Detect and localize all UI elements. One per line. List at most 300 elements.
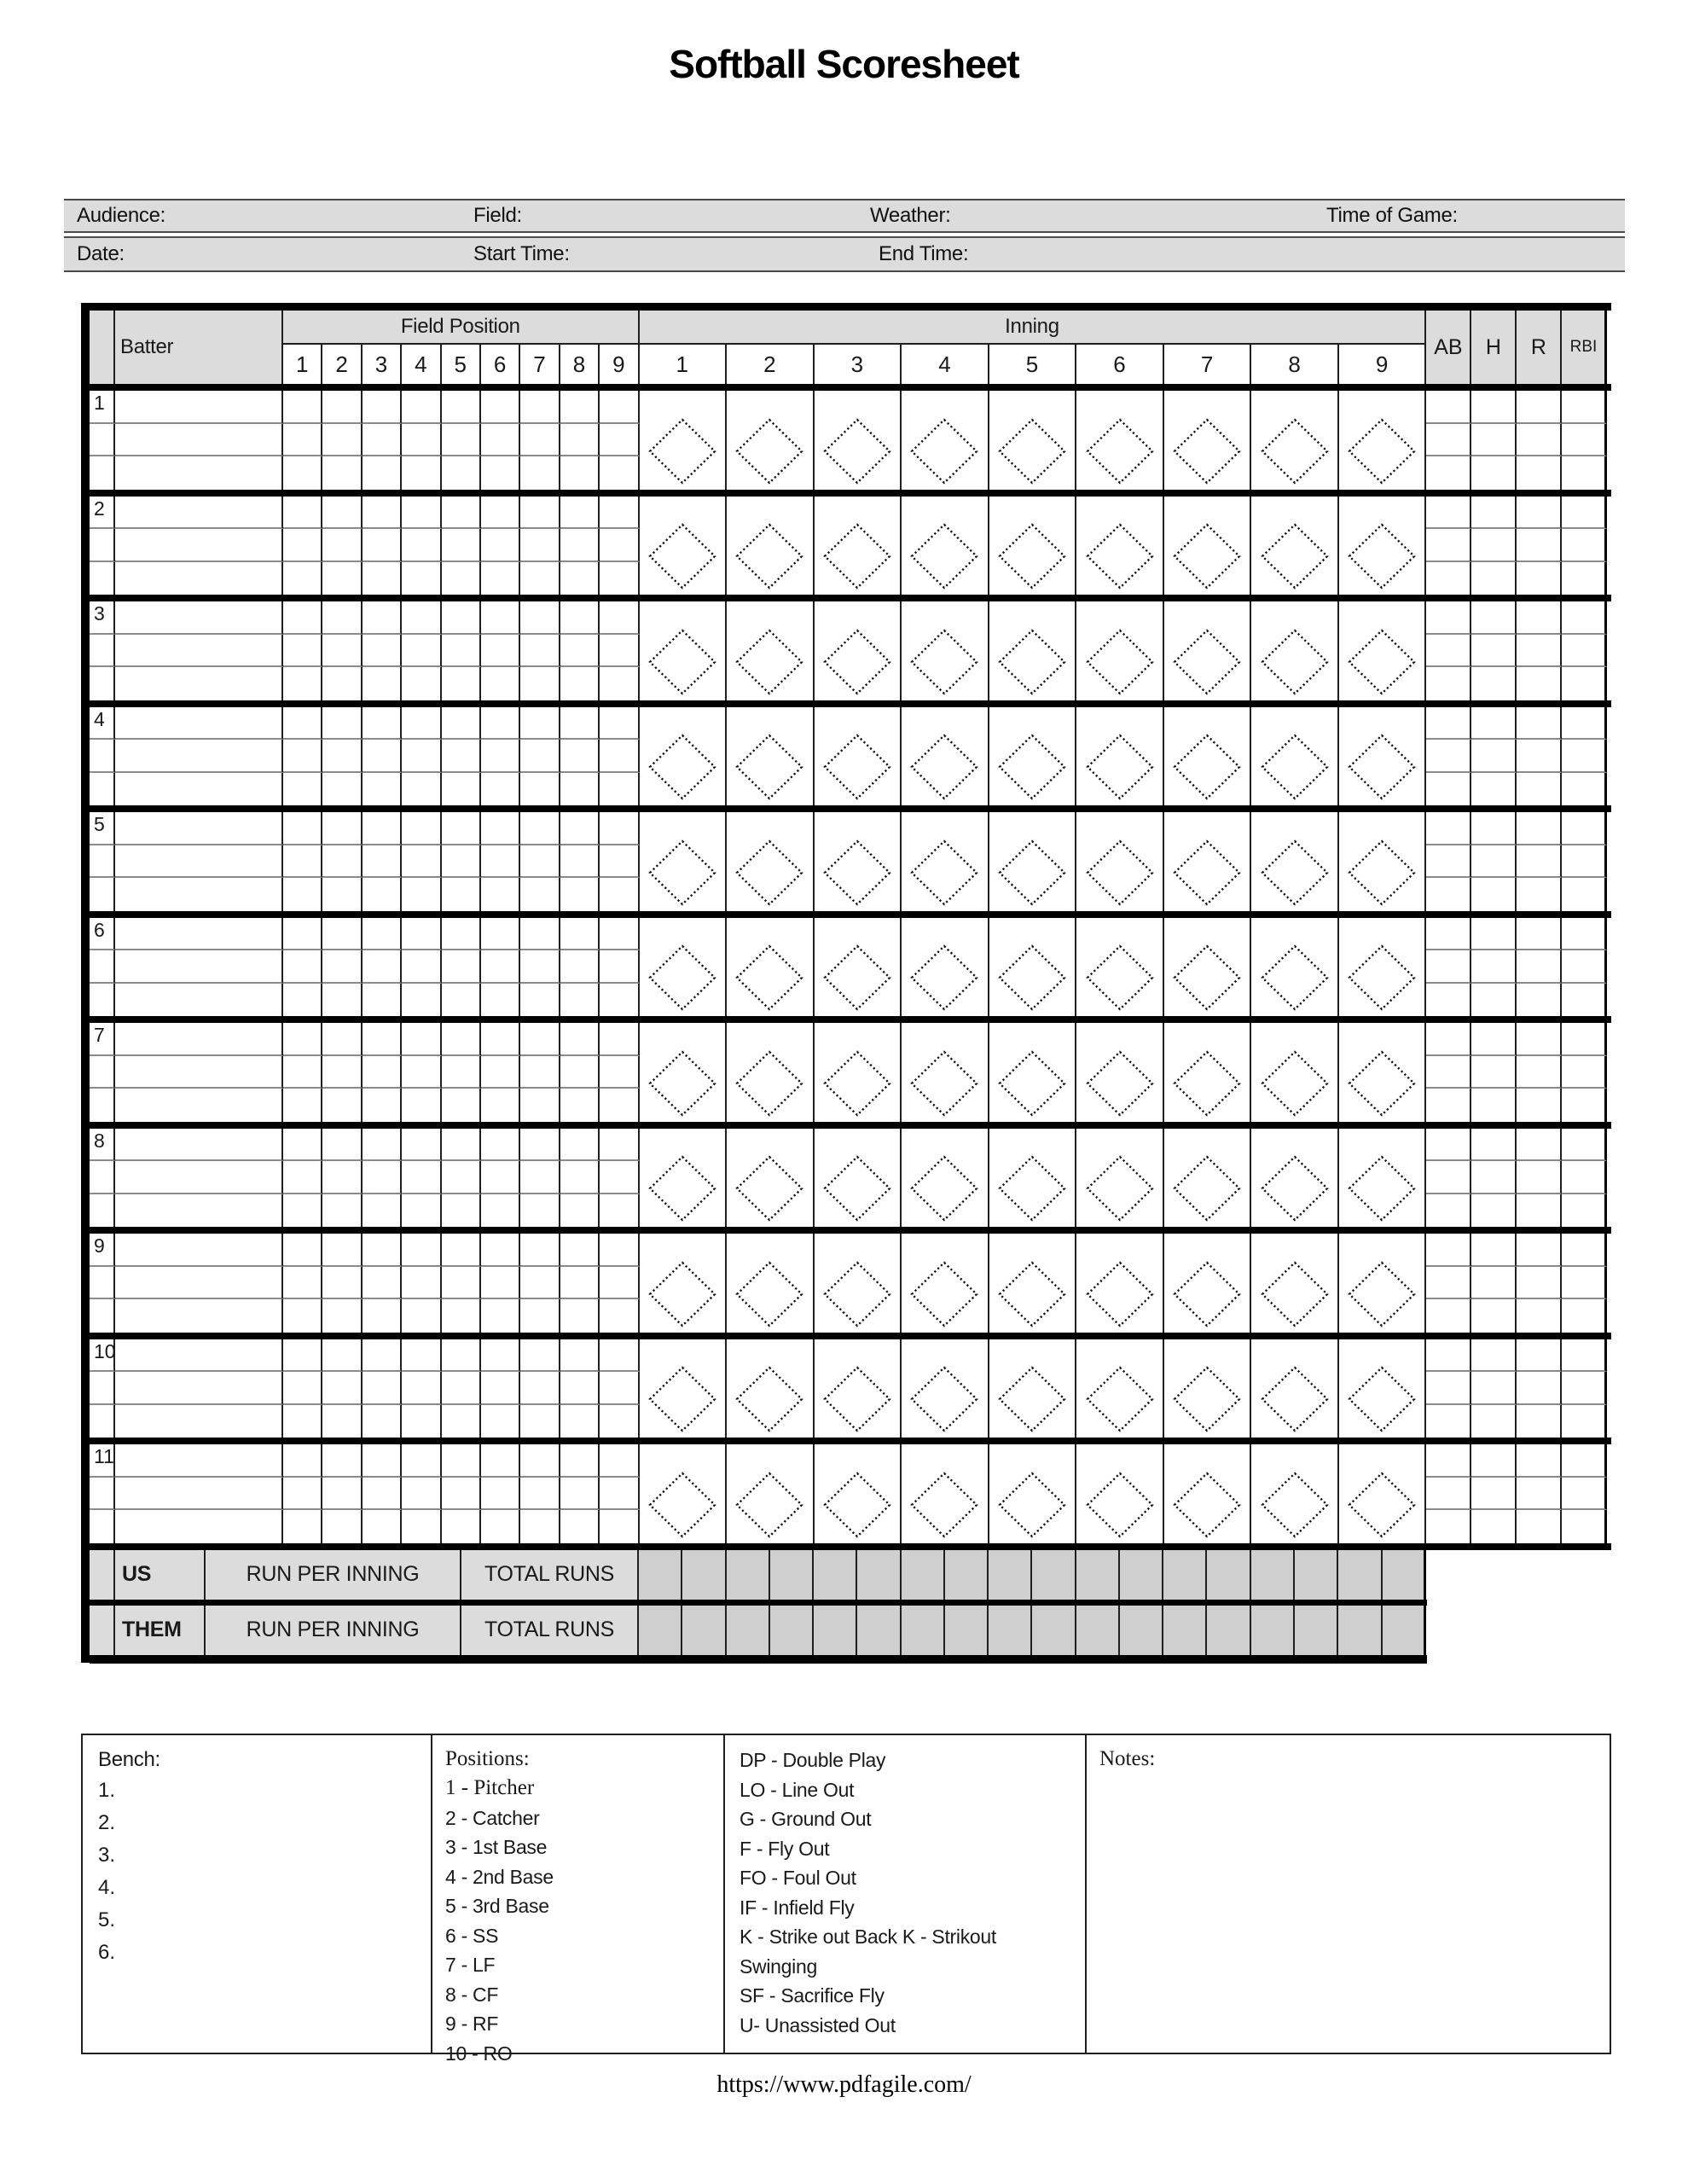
inning-score-cell[interactable] [989,601,1077,700]
inning-score-cell[interactable] [989,707,1077,806]
stat-cell-h[interactable] [1471,562,1517,595]
field-position-cell[interactable] [363,497,402,530]
stat-cell-h[interactable] [1471,1056,1517,1089]
field-position-cell[interactable] [283,601,322,635]
field-position-cell[interactable] [363,707,402,741]
field-position-cell[interactable] [481,1129,520,1162]
stat-cell-h[interactable] [1471,740,1517,773]
run-score-cell[interactable] [682,1606,726,1655]
inning-score-cell[interactable] [815,812,902,911]
stat-cell-rbi[interactable] [1562,707,1607,741]
stat-cell-ab[interactable] [1426,497,1471,530]
field-position-cell[interactable] [481,1056,520,1089]
stat-cell-r[interactable] [1517,1056,1562,1089]
field-position-cell[interactable] [402,984,441,1017]
field-position-cell[interactable] [442,1089,481,1122]
stat-cell-h[interactable] [1471,812,1517,845]
field-position-cell[interactable] [442,845,481,879]
field-position-cell[interactable] [283,497,322,530]
run-score-cell[interactable] [639,1606,682,1655]
field-position-cell[interactable] [481,1234,520,1267]
inning-score-cell[interactable] [1251,918,1339,1017]
field-position-cell[interactable] [402,1267,441,1300]
inning-score-cell[interactable] [815,707,902,806]
field-position-cell[interactable] [283,1194,322,1228]
run-score-cell[interactable] [1120,1606,1163,1655]
batter-name-cell[interactable] [115,391,283,424]
field-position-cell[interactable] [600,918,639,951]
stat-cell-rbi[interactable] [1562,1339,1607,1373]
field-position-cell[interactable] [402,529,441,562]
field-position-cell[interactable] [560,878,600,911]
field-position-cell[interactable] [481,391,520,424]
field-position-cell[interactable] [363,1444,402,1478]
field-position-cell[interactable] [283,707,322,741]
inning-score-cell[interactable] [1164,1234,1252,1333]
field-position-cell[interactable] [442,812,481,845]
stat-cell-ab[interactable] [1426,667,1471,700]
inning-score-cell[interactable] [1164,1444,1252,1543]
batter-name-cell[interactable] [115,740,283,773]
field-position-cell[interactable] [560,391,600,424]
inning-score-cell[interactable] [902,1234,989,1333]
field-position-cell[interactable] [600,391,639,424]
inning-score-cell[interactable] [1251,497,1339,595]
stat-cell-r[interactable] [1517,667,1562,700]
field-position-cell[interactable] [481,424,520,457]
field-position-cell[interactable] [363,391,402,424]
field-position-cell[interactable] [283,1089,322,1122]
batter-name-cell[interactable] [115,1339,283,1373]
field-position-cell[interactable] [481,667,520,700]
field-position-cell[interactable] [560,1023,600,1056]
inning-score-cell[interactable] [1164,1339,1252,1438]
field-position-cell[interactable] [442,1129,481,1162]
inning-score-cell[interactable] [1164,1129,1252,1228]
field-position-cell[interactable] [600,1129,639,1162]
field-position-cell[interactable] [402,1405,441,1438]
field-position-cell[interactable] [442,1234,481,1267]
field-position-cell[interactable] [283,950,322,984]
stat-cell-ab[interactable] [1426,845,1471,879]
inning-score-cell[interactable] [727,1444,815,1543]
field-position-cell[interactable] [322,1267,362,1300]
field-position-cell[interactable] [283,740,322,773]
field-position-cell[interactable] [520,1510,560,1543]
stat-cell-r[interactable] [1517,497,1562,530]
field-position-cell[interactable] [600,1405,639,1438]
stat-cell-rbi[interactable] [1562,1372,1607,1405]
inning-score-cell[interactable] [1339,1234,1427,1333]
stat-cell-ab[interactable] [1426,456,1471,490]
stat-cell-h[interactable] [1471,1234,1517,1267]
field-position-cell[interactable] [481,740,520,773]
inning-score-cell[interactable] [640,601,728,700]
field-position-cell[interactable] [283,984,322,1017]
stat-cell-ab[interactable] [1426,1339,1471,1373]
inning-score-cell[interactable] [727,497,815,595]
field-position-cell[interactable] [363,1129,402,1162]
field-position-cell[interactable] [600,529,639,562]
stat-cell-r[interactable] [1517,1510,1562,1543]
field-position-cell[interactable] [520,878,560,911]
field-position-cell[interactable] [283,1405,322,1438]
field-position-cell[interactable] [402,1234,441,1267]
field-position-cell[interactable] [600,707,639,741]
field-position-cell[interactable] [481,984,520,1017]
run-score-cell[interactable] [727,1550,770,1600]
stat-cell-r[interactable] [1517,1444,1562,1478]
inning-score-cell[interactable] [1251,707,1339,806]
stat-cell-r[interactable] [1517,1299,1562,1333]
field-position-cell[interactable] [560,635,600,668]
field-position-cell[interactable] [442,1299,481,1333]
stat-cell-h[interactable] [1471,1194,1517,1228]
field-position-cell[interactable] [363,918,402,951]
stat-cell-ab[interactable] [1426,812,1471,845]
batter-name-cell[interactable] [115,1056,283,1089]
stat-cell-rbi[interactable] [1562,1161,1607,1194]
stat-cell-rbi[interactable] [1562,456,1607,490]
field-position-cell[interactable] [283,1023,322,1056]
field-position-cell[interactable] [402,918,441,951]
field-position-cell[interactable] [600,601,639,635]
stat-cell-h[interactable] [1471,1372,1517,1405]
batter-name-cell[interactable] [115,601,283,635]
stat-cell-r[interactable] [1517,812,1562,845]
bench-slot[interactable]: 1. [98,1779,116,1802]
field-position-cell[interactable] [481,1023,520,1056]
field-position-cell[interactable] [402,1444,441,1478]
field-position-cell[interactable] [363,845,402,879]
stat-cell-rbi[interactable] [1562,1478,1607,1511]
stat-cell-h[interactable] [1471,1129,1517,1162]
inning-score-cell[interactable] [640,391,728,490]
stat-cell-rbi[interactable] [1562,950,1607,984]
field-position-cell[interactable] [481,1339,520,1373]
field-position-cell[interactable] [600,1299,639,1333]
field-position-cell[interactable] [481,497,520,530]
field-position-cell[interactable] [520,918,560,951]
field-position-cell[interactable] [600,562,639,595]
field-position-cell[interactable] [520,635,560,668]
stat-cell-ab[interactable] [1426,1510,1471,1543]
batter-name-cell[interactable] [115,1234,283,1267]
run-score-cell[interactable] [1338,1606,1382,1655]
field-position-cell[interactable] [283,562,322,595]
batter-name-cell[interactable] [115,1129,283,1162]
field-position-cell[interactable] [520,1405,560,1438]
field-position-cell[interactable] [560,1089,600,1122]
field-position-cell[interactable] [363,1339,402,1373]
stat-cell-rbi[interactable] [1562,497,1607,530]
run-score-cell[interactable] [1120,1550,1163,1600]
stat-cell-h[interactable] [1471,1267,1517,1300]
field-position-cell[interactable] [600,740,639,773]
field-position-cell[interactable] [481,950,520,984]
inning-score-cell[interactable] [1251,601,1339,700]
stat-cell-r[interactable] [1517,950,1562,984]
footer-link[interactable]: https://www.pdfagile.com/ [716,2071,972,2098]
field-position-cell[interactable] [402,1056,441,1089]
run-score-cell[interactable] [1032,1606,1076,1655]
field-position-cell[interactable] [322,1478,362,1511]
field-position-cell[interactable] [481,1405,520,1438]
field-position-cell[interactable] [402,1089,441,1122]
inning-score-cell[interactable] [640,497,728,595]
field-position-cell[interactable] [481,1194,520,1228]
field-position-cell[interactable] [283,1299,322,1333]
inning-score-cell[interactable] [1164,391,1252,490]
stat-cell-h[interactable] [1471,1510,1517,1543]
stat-cell-ab[interactable] [1426,773,1471,806]
field-position-cell[interactable] [402,1510,441,1543]
stat-cell-r[interactable] [1517,845,1562,879]
field-position-cell[interactable] [600,667,639,700]
field-position-cell[interactable] [322,1089,362,1122]
stat-cell-r[interactable] [1517,984,1562,1017]
field-position-cell[interactable] [363,1161,402,1194]
field-position-cell[interactable] [402,562,441,595]
stat-cell-rbi[interactable] [1562,878,1607,911]
inning-score-cell[interactable] [902,1444,989,1543]
field-position-cell[interactable] [600,1372,639,1405]
inning-score-cell[interactable] [815,1023,902,1122]
field-position-cell[interactable] [520,1339,560,1373]
field-position-cell[interactable] [283,1129,322,1162]
field-position-cell[interactable] [520,1129,560,1162]
field-position-cell[interactable] [322,635,362,668]
stat-cell-h[interactable] [1471,1161,1517,1194]
field-position-cell[interactable] [560,740,600,773]
stat-cell-h[interactable] [1471,1089,1517,1122]
stat-cell-h[interactable] [1471,424,1517,457]
field-position-cell[interactable] [481,529,520,562]
field-position-cell[interactable] [283,845,322,879]
field-position-cell[interactable] [600,1444,639,1478]
inning-score-cell[interactable] [727,1339,815,1438]
batter-name-cell[interactable] [115,497,283,530]
field-position-cell[interactable] [560,1299,600,1333]
field-position-cell[interactable] [560,984,600,1017]
inning-score-cell[interactable] [902,497,989,595]
field-position-cell[interactable] [560,667,600,700]
stat-cell-rbi[interactable] [1562,845,1607,879]
field-position-cell[interactable] [442,1267,481,1300]
inning-score-cell[interactable] [727,812,815,911]
field-position-cell[interactable] [481,1161,520,1194]
field-position-cell[interactable] [442,601,481,635]
field-position-cell[interactable] [402,1023,441,1056]
stat-cell-ab[interactable] [1426,984,1471,1017]
field-position-cell[interactable] [402,812,441,845]
stat-cell-rbi[interactable] [1562,1510,1607,1543]
field-position-cell[interactable] [600,1510,639,1543]
field-position-cell[interactable] [363,773,402,806]
field-position-cell[interactable] [442,1339,481,1373]
inning-score-cell[interactable] [1339,707,1427,806]
field-position-cell[interactable] [322,984,362,1017]
batter-name-cell[interactable] [115,456,283,490]
stat-cell-r[interactable] [1517,1089,1562,1122]
run-score-cell[interactable] [989,1606,1032,1655]
field-position-cell[interactable] [481,456,520,490]
run-score-cell[interactable] [770,1606,814,1655]
field-position-cell[interactable] [363,1372,402,1405]
field-position-cell[interactable] [560,918,600,951]
stat-cell-rbi[interactable] [1562,1056,1607,1089]
field-position-cell[interactable] [322,1510,362,1543]
stat-cell-h[interactable] [1471,707,1517,741]
run-score-cell[interactable] [1032,1550,1076,1600]
batter-name-cell[interactable] [115,667,283,700]
stat-cell-r[interactable] [1517,391,1562,424]
field-position-cell[interactable] [560,1161,600,1194]
field-position-cell[interactable] [363,1234,402,1267]
stat-cell-r[interactable] [1517,635,1562,668]
field-position-cell[interactable] [520,424,560,457]
inning-score-cell[interactable] [989,497,1077,595]
bench-slot[interactable]: 2. [98,1811,116,1834]
stat-cell-r[interactable] [1517,562,1562,595]
bench-slot[interactable]: 4. [98,1876,116,1899]
inning-score-cell[interactable] [1164,812,1252,911]
field-position-cell[interactable] [520,497,560,530]
field-position-cell[interactable] [283,667,322,700]
inning-score-cell[interactable] [989,1129,1077,1228]
inning-score-cell[interactable] [815,601,902,700]
stat-cell-h[interactable] [1471,918,1517,951]
batter-name-cell[interactable] [115,424,283,457]
run-score-cell[interactable] [945,1550,989,1600]
field-position-cell[interactable] [322,456,362,490]
field-position-cell[interactable] [402,1299,441,1333]
field-position-cell[interactable] [560,1372,600,1405]
field-position-cell[interactable] [520,529,560,562]
batter-name-cell[interactable] [115,529,283,562]
inning-score-cell[interactable] [989,1444,1077,1543]
batter-name-cell[interactable] [115,1023,283,1056]
field-position-cell[interactable] [600,1234,639,1267]
stat-cell-h[interactable] [1471,497,1517,530]
field-position-cell[interactable] [322,845,362,879]
field-position-cell[interactable] [560,707,600,741]
field-position-cell[interactable] [402,391,441,424]
inning-score-cell[interactable] [1076,1234,1164,1333]
stat-cell-ab[interactable] [1426,1161,1471,1194]
field-position-cell[interactable] [600,1267,639,1300]
field-position-cell[interactable] [442,1510,481,1543]
field-position-cell[interactable] [520,1161,560,1194]
run-score-cell[interactable] [639,1550,682,1600]
stat-cell-rbi[interactable] [1562,1405,1607,1438]
field-position-cell[interactable] [442,1405,481,1438]
field-position-cell[interactable] [283,1267,322,1300]
stat-cell-r[interactable] [1517,707,1562,741]
field-position-cell[interactable] [442,1372,481,1405]
field-position-cell[interactable] [363,1089,402,1122]
field-position-cell[interactable] [442,773,481,806]
run-score-cell[interactable] [1163,1550,1207,1600]
batter-name-cell[interactable] [115,1161,283,1194]
field-position-cell[interactable] [402,635,441,668]
field-position-cell[interactable] [363,740,402,773]
batter-name-cell[interactable] [115,773,283,806]
inning-score-cell[interactable] [1076,1444,1164,1543]
field-position-cell[interactable] [402,497,441,530]
field-position-cell[interactable] [442,667,481,700]
inning-score-cell[interactable] [1339,812,1427,911]
field-position-cell[interactable] [442,635,481,668]
run-score-cell[interactable] [989,1550,1032,1600]
field-position-cell[interactable] [283,878,322,911]
field-position-cell[interactable] [520,740,560,773]
inning-score-cell[interactable] [727,1129,815,1228]
field-position-cell[interactable] [560,1339,600,1373]
field-position-cell[interactable] [520,1299,560,1333]
field-position-cell[interactable] [402,667,441,700]
field-position-cell[interactable] [283,1234,322,1267]
run-score-cell[interactable] [902,1606,945,1655]
run-score-cell[interactable] [857,1606,901,1655]
field-position-cell[interactable] [520,601,560,635]
inning-score-cell[interactable] [902,1129,989,1228]
field-position-cell[interactable] [600,845,639,879]
field-position-cell[interactable] [481,878,520,911]
run-score-cell[interactable] [1251,1550,1295,1600]
stat-cell-ab[interactable] [1426,1405,1471,1438]
inning-score-cell[interactable] [727,391,815,490]
field-position-cell[interactable] [322,562,362,595]
inning-score-cell[interactable] [640,1023,728,1122]
field-position-cell[interactable] [520,773,560,806]
stat-cell-r[interactable] [1517,1372,1562,1405]
inning-score-cell[interactable] [1076,1129,1164,1228]
field-position-cell[interactable] [283,456,322,490]
stat-cell-ab[interactable] [1426,1299,1471,1333]
stat-cell-r[interactable] [1517,1339,1562,1373]
field-position-cell[interactable] [402,1372,441,1405]
inning-score-cell[interactable] [815,1444,902,1543]
stat-cell-rbi[interactable] [1562,601,1607,635]
field-position-cell[interactable] [402,950,441,984]
field-position-cell[interactable] [322,1372,362,1405]
field-position-cell[interactable] [322,812,362,845]
field-position-cell[interactable] [442,1161,481,1194]
inning-score-cell[interactable] [902,391,989,490]
stat-cell-rbi[interactable] [1562,773,1607,806]
stat-cell-ab[interactable] [1426,1478,1471,1511]
stat-cell-r[interactable] [1517,456,1562,490]
inning-score-cell[interactable] [640,918,728,1017]
inning-score-cell[interactable] [902,812,989,911]
field-position-cell[interactable] [560,1267,600,1300]
field-position-cell[interactable] [600,497,639,530]
field-position-cell[interactable] [560,1129,600,1162]
stat-cell-r[interactable] [1517,601,1562,635]
field-position-cell[interactable] [322,1444,362,1478]
batter-name-cell[interactable] [115,1267,283,1300]
field-position-cell[interactable] [363,1510,402,1543]
field-position-cell[interactable] [560,812,600,845]
inning-score-cell[interactable] [727,1023,815,1122]
field-position-cell[interactable] [520,1194,560,1228]
field-position-cell[interactable] [600,1056,639,1089]
stat-cell-rbi[interactable] [1562,740,1607,773]
inning-score-cell[interactable] [1164,601,1252,700]
inning-score-cell[interactable] [815,1234,902,1333]
stat-cell-h[interactable] [1471,529,1517,562]
